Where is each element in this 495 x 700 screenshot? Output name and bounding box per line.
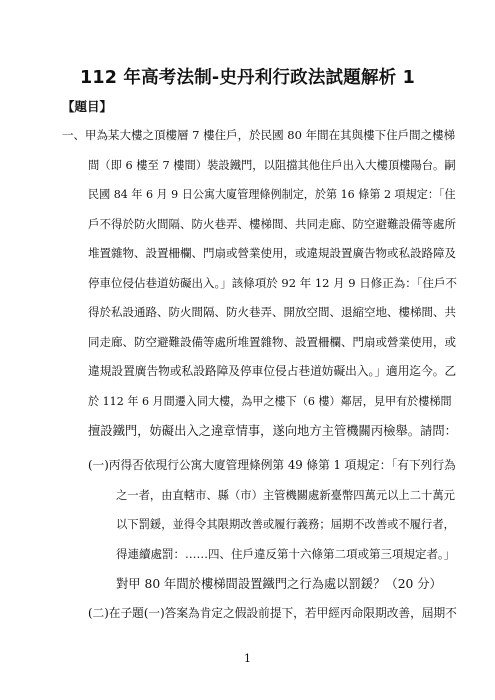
body-line: 違規設置廣告物或私設路障及停車位侵占巷道妨礙出入。」適用迄今。乙 [88, 364, 457, 378]
sub-question-line: (一)丙得否依現行公寓大廈管理條例第 49 條第 1 項規定：「有下列行為 [88, 458, 456, 472]
body-line: 戶不得於防火間隔、防火巷弄、樓梯間、共同走廊、防空避難設備等處所 [88, 217, 456, 231]
page-title: 112 年高考法制-史丹利行政法試題解析 1 [79, 68, 416, 88]
body-line: 以下罰鍰，並得令其限期改善或履行義務；屆期不改善或不履行者， [116, 518, 455, 531]
body-line: 一、甲為某大樓之頂樓層 7 樓住戶，於民國 80 年間在其與樓下住戶間之樓梯 [62, 128, 456, 142]
body-line: 堆置雜物、設置柵欄、門扇或營業使用，或違規設置廣告物或私設路障及 [88, 246, 456, 260]
body-line: 對甲 80 年間於樓梯間設置鐵門之行為處以罰鍰？（20 分） [116, 577, 442, 591]
body-line: 民國 84 年 6 月 9 日公寓大廈管理條例制定，於第 16 條第 2 項規定：「住 [88, 188, 456, 201]
body-line: 得連續處罰：……四、住戶違反第十六條第二項或第三項規定者。」 [116, 547, 456, 561]
body-line: 之一者，由直轄市、縣（市）主管機關處新臺幣四萬元以上二十萬元 [116, 489, 455, 502]
body-line: 擅設鐵門，妨礙出入之違章情事，遂向地方主管機關丙檢舉。請問： [88, 424, 457, 438]
body-line: 停車位侵佔巷道妨礙出入。」該條項於 92 年 12 月 9 日修正為：「住戶不 [88, 276, 458, 290]
body-line: 得於私設通路、防火間隔、防火巷弄、開放空間、退縮空地、樓梯間、共 [88, 305, 456, 319]
body-line: 於 112 年 6 月間遷入同大樓，為甲之樓下（6 樓）鄰居，見甲有於樓梯間 [88, 395, 452, 408]
section-label: 【題目】 [62, 99, 113, 114]
sub-question-line: (二)在子題(一)答案為肯定之假設前提下，若甲經丙命限期改善，屆期不 [88, 606, 457, 620]
body-line: 間（即 6 樓至 7 樓間）裝設鐵門，以阻擋其他住戶出入大樓頂樓陽台。嗣 [88, 159, 456, 172]
page-number: 1 [244, 652, 251, 665]
body-line: 同走廊、防空避難設備等處所堆置雜物、設置柵欄、門扇或營業使用，或 [88, 335, 456, 349]
